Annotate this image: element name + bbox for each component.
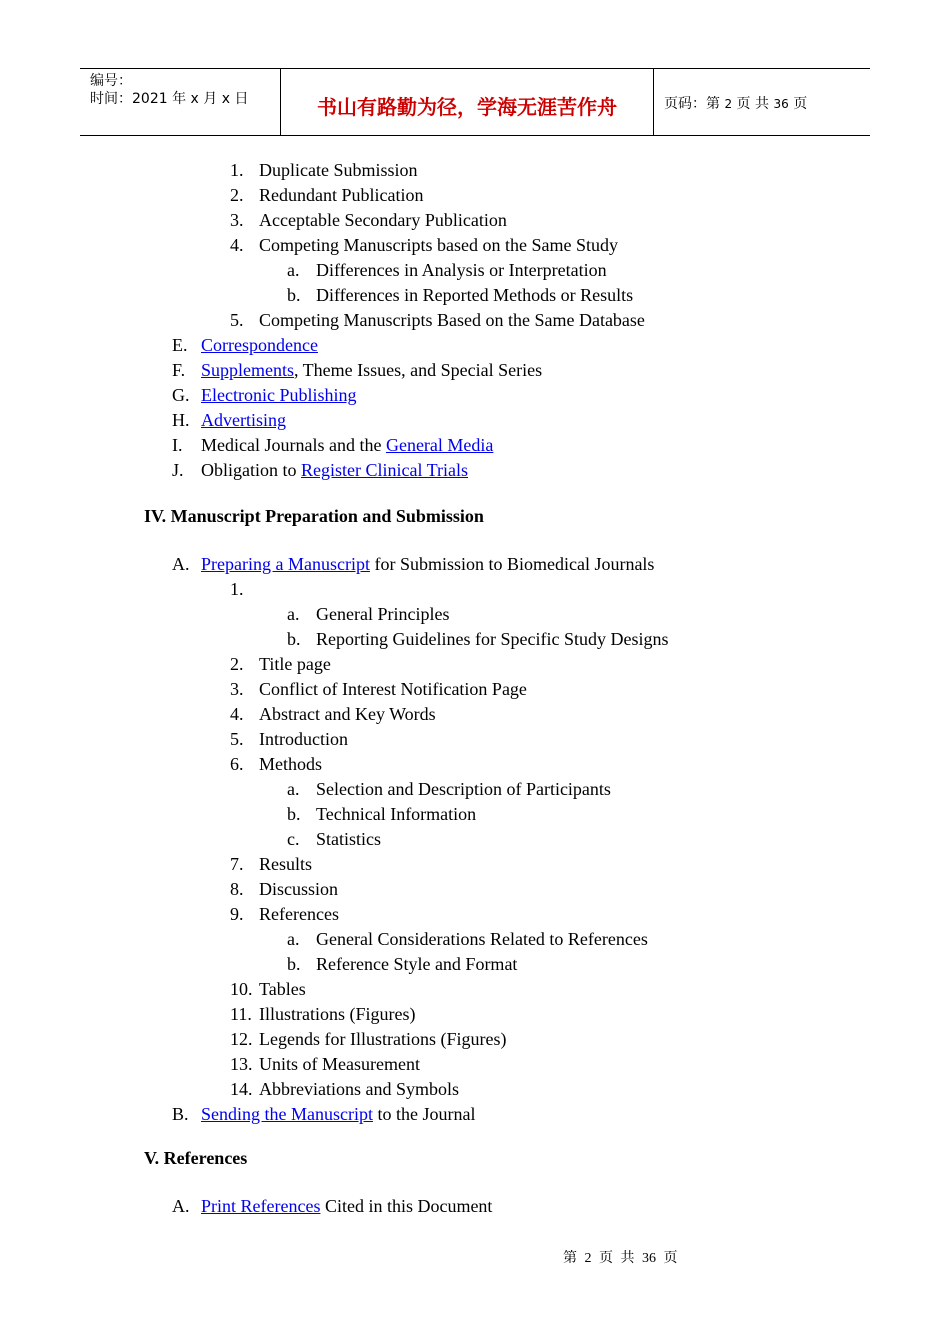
header-motto: 书山有路勤为径，学海无涯苦作舟	[281, 69, 654, 135]
item-text: Tables	[259, 979, 306, 999]
item-marker: 6.	[230, 754, 244, 774]
item-text: Abstract and Key Words	[259, 704, 436, 724]
page-current: 2	[724, 97, 733, 111]
item-text: Differences in Reported Methods or Results	[316, 285, 634, 305]
correspondence-link[interactable]: Correspondence	[201, 335, 318, 355]
item-marker: F.	[172, 360, 186, 380]
item-marker: 10.	[230, 979, 253, 999]
sending-manuscript-link[interactable]: Sending the Manuscript	[201, 1104, 373, 1124]
item-marker: A.	[172, 554, 190, 574]
page-mid: 页 共	[736, 96, 769, 112]
item-text: Cited in this Document	[320, 1196, 493, 1216]
section-heading-v: V. References	[144, 1148, 248, 1168]
item-text: Reference Style and Format	[316, 954, 518, 974]
section-heading-iv: IV. Manuscript Preparation and Submission	[144, 506, 484, 526]
item-text: Methods	[259, 754, 322, 774]
item-text: to the Journal	[372, 1104, 476, 1124]
item-marker: 3.	[230, 679, 244, 699]
item-marker: A.	[172, 1196, 190, 1216]
supplements-link[interactable]: Supplements	[201, 360, 294, 380]
page-header	[80, 68, 870, 136]
item-marker: 2.	[230, 185, 244, 205]
item-text: Abbreviations and Symbols	[259, 1079, 459, 1099]
item-marker: 4.	[230, 235, 244, 255]
item-text: Conflict of Interest Notification Page	[259, 679, 527, 699]
date-label: 时间：2021 年 x 月 x 日	[90, 91, 249, 107]
item-marker: 12.	[230, 1029, 253, 1049]
item-marker: a.	[287, 779, 300, 799]
item-text: , Theme Issues, and Special Series	[294, 360, 543, 380]
item-text: Competing Manuscripts based on the Same Study	[259, 235, 618, 255]
item-marker: 1.	[230, 579, 244, 599]
item-text: General Considerations Related to References	[316, 929, 648, 949]
item-marker: 13.	[230, 1054, 253, 1074]
document-number-label: 编号：	[90, 73, 132, 89]
item-text: Technical Information	[316, 804, 477, 824]
item-marker: B.	[172, 1104, 189, 1124]
item-text: Medical Journals and the	[201, 435, 386, 455]
item-marker: 5.	[230, 310, 244, 330]
item-marker: 8.	[230, 879, 244, 899]
page-suffix: 页	[793, 96, 808, 112]
item-text: Legends for Illustrations (Figures)	[259, 1029, 507, 1049]
general-media-link[interactable]: General Media	[385, 435, 494, 455]
item-marker: b.	[287, 804, 301, 824]
electronic-publishing-link[interactable]: Electronic Publishing	[201, 385, 357, 405]
item-text: for Submission to Biomedical Journals	[369, 554, 655, 574]
advertising-link[interactable]: Advertising	[201, 410, 286, 430]
item-marker: a.	[287, 260, 300, 280]
item-marker: J.	[172, 460, 184, 480]
header-page-info	[654, 69, 870, 135]
preparing-manuscript-link[interactable]: Preparing a Manuscript	[201, 554, 370, 574]
item-text: Acceptable Secondary Publication	[259, 210, 507, 230]
print-references-link[interactable]: Print References	[201, 1196, 321, 1216]
page-prefix: 页码：第	[664, 96, 720, 112]
item-text: Illustrations (Figures)	[259, 1004, 416, 1024]
item-text: Title page	[259, 654, 331, 674]
item-text: Competing Manuscripts Based on the Same Database	[259, 310, 645, 330]
item-marker: 5.	[230, 729, 244, 749]
item-marker: 11.	[230, 1004, 252, 1024]
item-marker: 2.	[230, 654, 244, 674]
item-text: Obligation to	[201, 460, 301, 480]
item-text: Redundant Publication	[259, 185, 424, 205]
item-marker: b.	[287, 629, 301, 649]
item-text: Selection and Description of Participants	[316, 779, 611, 799]
item-text: Statistics	[316, 829, 382, 849]
item-marker: 4.	[230, 704, 244, 724]
item-text: General Principles	[316, 604, 450, 624]
item-marker: b.	[287, 954, 301, 974]
item-text: Introduction	[259, 729, 348, 749]
item-marker: 14.	[230, 1079, 253, 1099]
item-marker: 3.	[230, 210, 244, 230]
item-marker: a.	[287, 929, 300, 949]
item-marker: H.	[172, 410, 190, 430]
item-text: Reporting Guidelines for Specific Study Designs	[316, 629, 669, 649]
header-meta	[80, 69, 281, 135]
page-total: 36	[773, 97, 789, 111]
item-marker: G.	[172, 385, 190, 405]
item-text: Duplicate Submission	[259, 160, 418, 180]
item-marker: a.	[287, 604, 300, 624]
item-text: Results	[259, 854, 313, 874]
item-marker: 9.	[230, 904, 244, 924]
register-clinical-trials-link[interactable]: Register Clinical Trials	[301, 460, 469, 480]
item-text: Units of Measurement	[259, 1054, 420, 1074]
item-text: Discussion	[259, 879, 339, 899]
item-marker: b.	[287, 285, 301, 305]
item-text: Differences in Analysis or Interpretation	[316, 260, 607, 280]
item-marker: E.	[172, 335, 188, 355]
item-text: References	[259, 904, 339, 924]
page-footer: 第 2 页 共 36 页	[563, 1251, 678, 1266]
item-marker: 7.	[230, 854, 244, 874]
item-marker: c.	[287, 829, 300, 849]
item-marker: 1.	[230, 160, 244, 180]
item-marker: I.	[172, 435, 183, 455]
